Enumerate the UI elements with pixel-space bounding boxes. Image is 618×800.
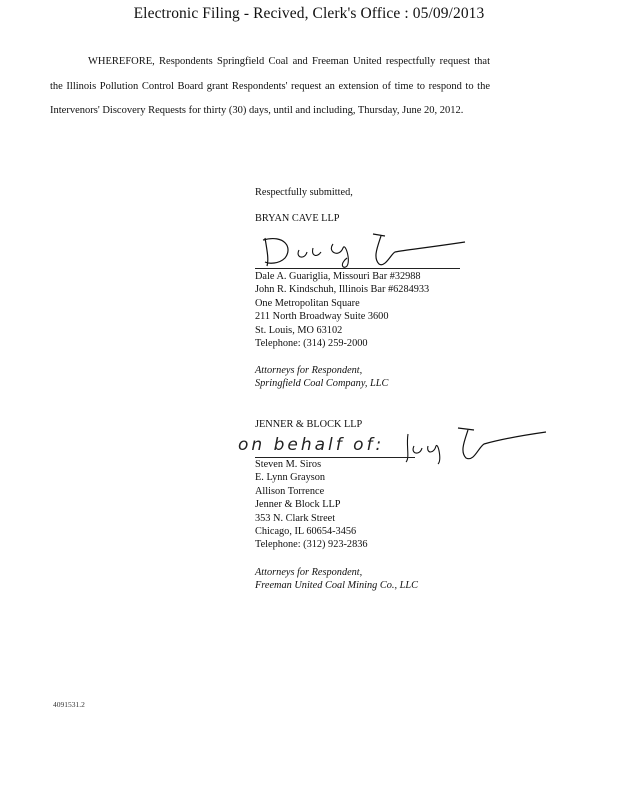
- signature-1-image: [255, 230, 475, 270]
- firm-2-line: 353 N. Clark Street: [255, 512, 336, 524]
- firm-2-role: [255, 566, 418, 593]
- signature-line-1: [255, 268, 460, 269]
- filing-header: Electronic Filing - Recived, Clerk's Office : 05/09/2013: [133, 5, 485, 22]
- firm-2-attorney-block: [255, 458, 368, 552]
- firm-1-attorney-block: [255, 270, 429, 350]
- firm-1-line: Dale A. Guariglia, Missouri Bar #32988: [255, 271, 421, 282]
- firm-2-role-text: Attorneys for Respondent,: [255, 567, 363, 578]
- firm-1-line: St. Louis, MO 63102: [255, 324, 343, 336]
- firm-2-line: Telephone: (312) 923-2836: [255, 539, 368, 551]
- firm-2-line: Chicago, IL 60654-3456: [255, 526, 357, 538]
- firm-2-line: Jenner & Block LLP: [255, 499, 341, 511]
- firm-1-name: BRYAN CAVE LLP: [255, 213, 340, 224]
- firm-1-line: John R. Kindschuh, Illinois Bar #6284933: [255, 284, 430, 296]
- firm-1-client: Springfield Coal Company, LLC: [255, 378, 389, 390]
- closing-text: Respectfully submitted,: [255, 187, 353, 198]
- firm-1-role: [255, 364, 388, 391]
- firm-1-line: Telephone: (314) 259-2000: [255, 338, 368, 350]
- firm-2-name: JENNER & BLOCK LLP: [255, 419, 363, 430]
- firm-2-client: Freeman United Coal Mining Co., LLC: [255, 580, 418, 592]
- firm-2-line: Allison Torrence: [255, 485, 325, 497]
- document-id-footer: 4091531.2: [53, 700, 85, 709]
- firm-1-role-text: Attorneys for Respondent,: [255, 365, 363, 376]
- paragraph-text: WHEREFORE, Respondents Springfield Coal and Freeman United respectfully request that the Illinois Pollution Control Board grant Respondents' request an extension of time to respond to the Intervenors' Discovery Requests for thirty (30) days, until and including, Thursday, June 20, 2012.: [50, 56, 490, 116]
- firm-1-line: One Metropolitan Square: [255, 297, 360, 309]
- wherefore-paragraph: [50, 50, 490, 124]
- firm-1-line: 211 North Broadway Suite 3600: [255, 311, 389, 323]
- firm-2-line: E. Lynn Grayson: [255, 472, 326, 484]
- firm-2-line: Steven M. Siros: [255, 459, 322, 470]
- handwritten-on-behalf-of: on behalf of:: [238, 435, 385, 455]
